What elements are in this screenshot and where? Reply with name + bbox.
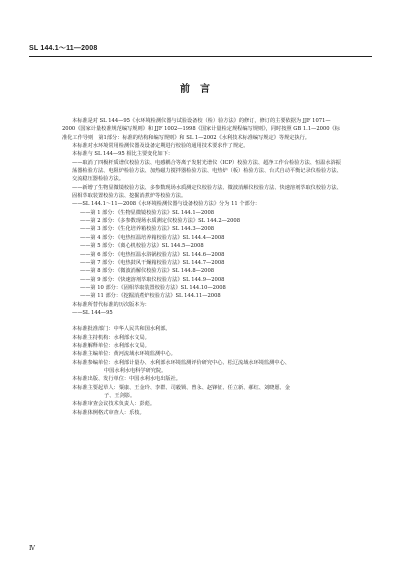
part-item: ——第 4 部分：《电热恒温培养箱校验方法》SL 144.4—2008 bbox=[80, 234, 225, 241]
meta-line: 本标准批准部门：中华人民共和国水利部。 bbox=[72, 326, 171, 333]
standard-code: SL 144.1～11—2008 bbox=[29, 45, 98, 52]
part-item: ——第 10 部分：《固相萃取装置校验方法》SL 144.10—2008 bbox=[80, 284, 226, 291]
header-rule bbox=[29, 56, 372, 57]
meta-line: 本标准主要起草人：粟康、王金玲、李群、司毅锁、曾永、赵锋征、任立新、郝红、刘晓愿、金 bbox=[72, 384, 290, 391]
part-item: ——第 5 部分：《离心机校验方法》SL 144.5—2008 bbox=[80, 243, 204, 250]
part-item: ——第 6 部分：《电热恒温水浴锅校验方法》SL 144.6—2008 bbox=[80, 251, 225, 258]
page-title: 前言 bbox=[180, 84, 220, 95]
change-item: ——取消了四极杆质谱仪校验方法、电感耦合等离子发射光谱仪（ICP）校验方法、超净工作台检验方法、恒温水浴振荡器检验方法、电阻炉检验方法、加热磁力搅拌器检验方法、电热炉（板）检验方法、台式自动平衡记录仪检验方法、交流稳压器检验方法。 bbox=[72, 159, 342, 183]
replaced-label: 本标准所替代标准的历次版本为： bbox=[72, 301, 150, 308]
meta-line-continued: 中国水利水电科学研究院。 bbox=[104, 367, 167, 374]
meta-line: 本标准审查会议技术负责人：彭彪。 bbox=[72, 401, 156, 408]
meta-line: 本标准主持机构：水利部水文局。 bbox=[72, 334, 150, 341]
part-item: ——第 3 部分：《生化培养箱校验方法》SL 144.3—2008 bbox=[80, 226, 215, 233]
meta-line: 本标准主编单位：黄河流域水环境监测中心。 bbox=[72, 351, 176, 358]
meta-line: 本标准出版、发行单位：中国水利水电出版社。 bbox=[72, 376, 181, 383]
change-item: ——新增了生物显微镜校验方法、多参数现场水质测定仪校验方法、微波消解仪校验方法、快速溶剂萃取仪校验方法、固相萃取装置校验方法、挖掘消煮炉等校验方法。 bbox=[72, 184, 342, 200]
intro-paragraph: 本标准对水环境常用检测仪器及设备定期进行校验的通用技术要求作了规定。 bbox=[72, 143, 249, 150]
intro-paragraph: 本标准与 SL 144—95 相比主要变化如下： bbox=[72, 151, 174, 158]
meta-line: 本标准参编单位：水利部计量办、水利部水环境监测评价研究中心、松辽流域水环境监测中心、 bbox=[72, 359, 290, 366]
meta-line: 本标准体例格式审查人：乐枝。 bbox=[72, 409, 145, 416]
part-item: ——第 1 部分：《生物显微镜校验方法》SL 144.1—2008 bbox=[80, 209, 215, 216]
part-item: ——第 9 部分：《快速溶剂萃取仪校验方法》SL 144.9—2008 bbox=[80, 276, 225, 283]
replaced-item: ——SL 144—95 bbox=[72, 309, 113, 316]
part-item: ——第 2 部分：《多参数现场水质测定仪校验方法》SL 144.2—2008 bbox=[80, 218, 241, 225]
part-item: ——第 11 部分：《挖掘消煮炉校验方法》SL 144.11—2008 bbox=[80, 293, 221, 300]
page-number: Ⅳ bbox=[29, 545, 35, 552]
part-item: ——第 7 部分：《电热鼓风干燥箱校验方法》SL 144.7—2008 bbox=[80, 259, 225, 266]
meta-line-continued: 子、王剑影。 bbox=[104, 393, 136, 399]
meta-line: 本标准解释单位：水利部水文局。 bbox=[72, 342, 150, 349]
intro-paragraph: 本标准是对 SL 144—95《水环境检测仪器与试验设备校（检）验方法》的修订，修订的主要依据为 JJF 1071—2000《国家计量校准规范编写规则》和 JJF 1002—1998《国家计量检定规程编写规则》，同时按照 GB 1.1—2000《标准化工作导则 第1部分：标准的结构和编写规则》和 SL 1—2002《水利技术标准编写规定》等规定执行。 bbox=[62, 118, 340, 141]
part-item: ——第 8 部分：《微波消解仪校验方法》SL 144.8—2008 bbox=[80, 268, 215, 275]
document-body bbox=[62, 117, 342, 417]
change-item: ——SL 144.1～11—2008《水环境检测仪器与设备校验方法》分为 11 个部分： bbox=[72, 201, 261, 208]
